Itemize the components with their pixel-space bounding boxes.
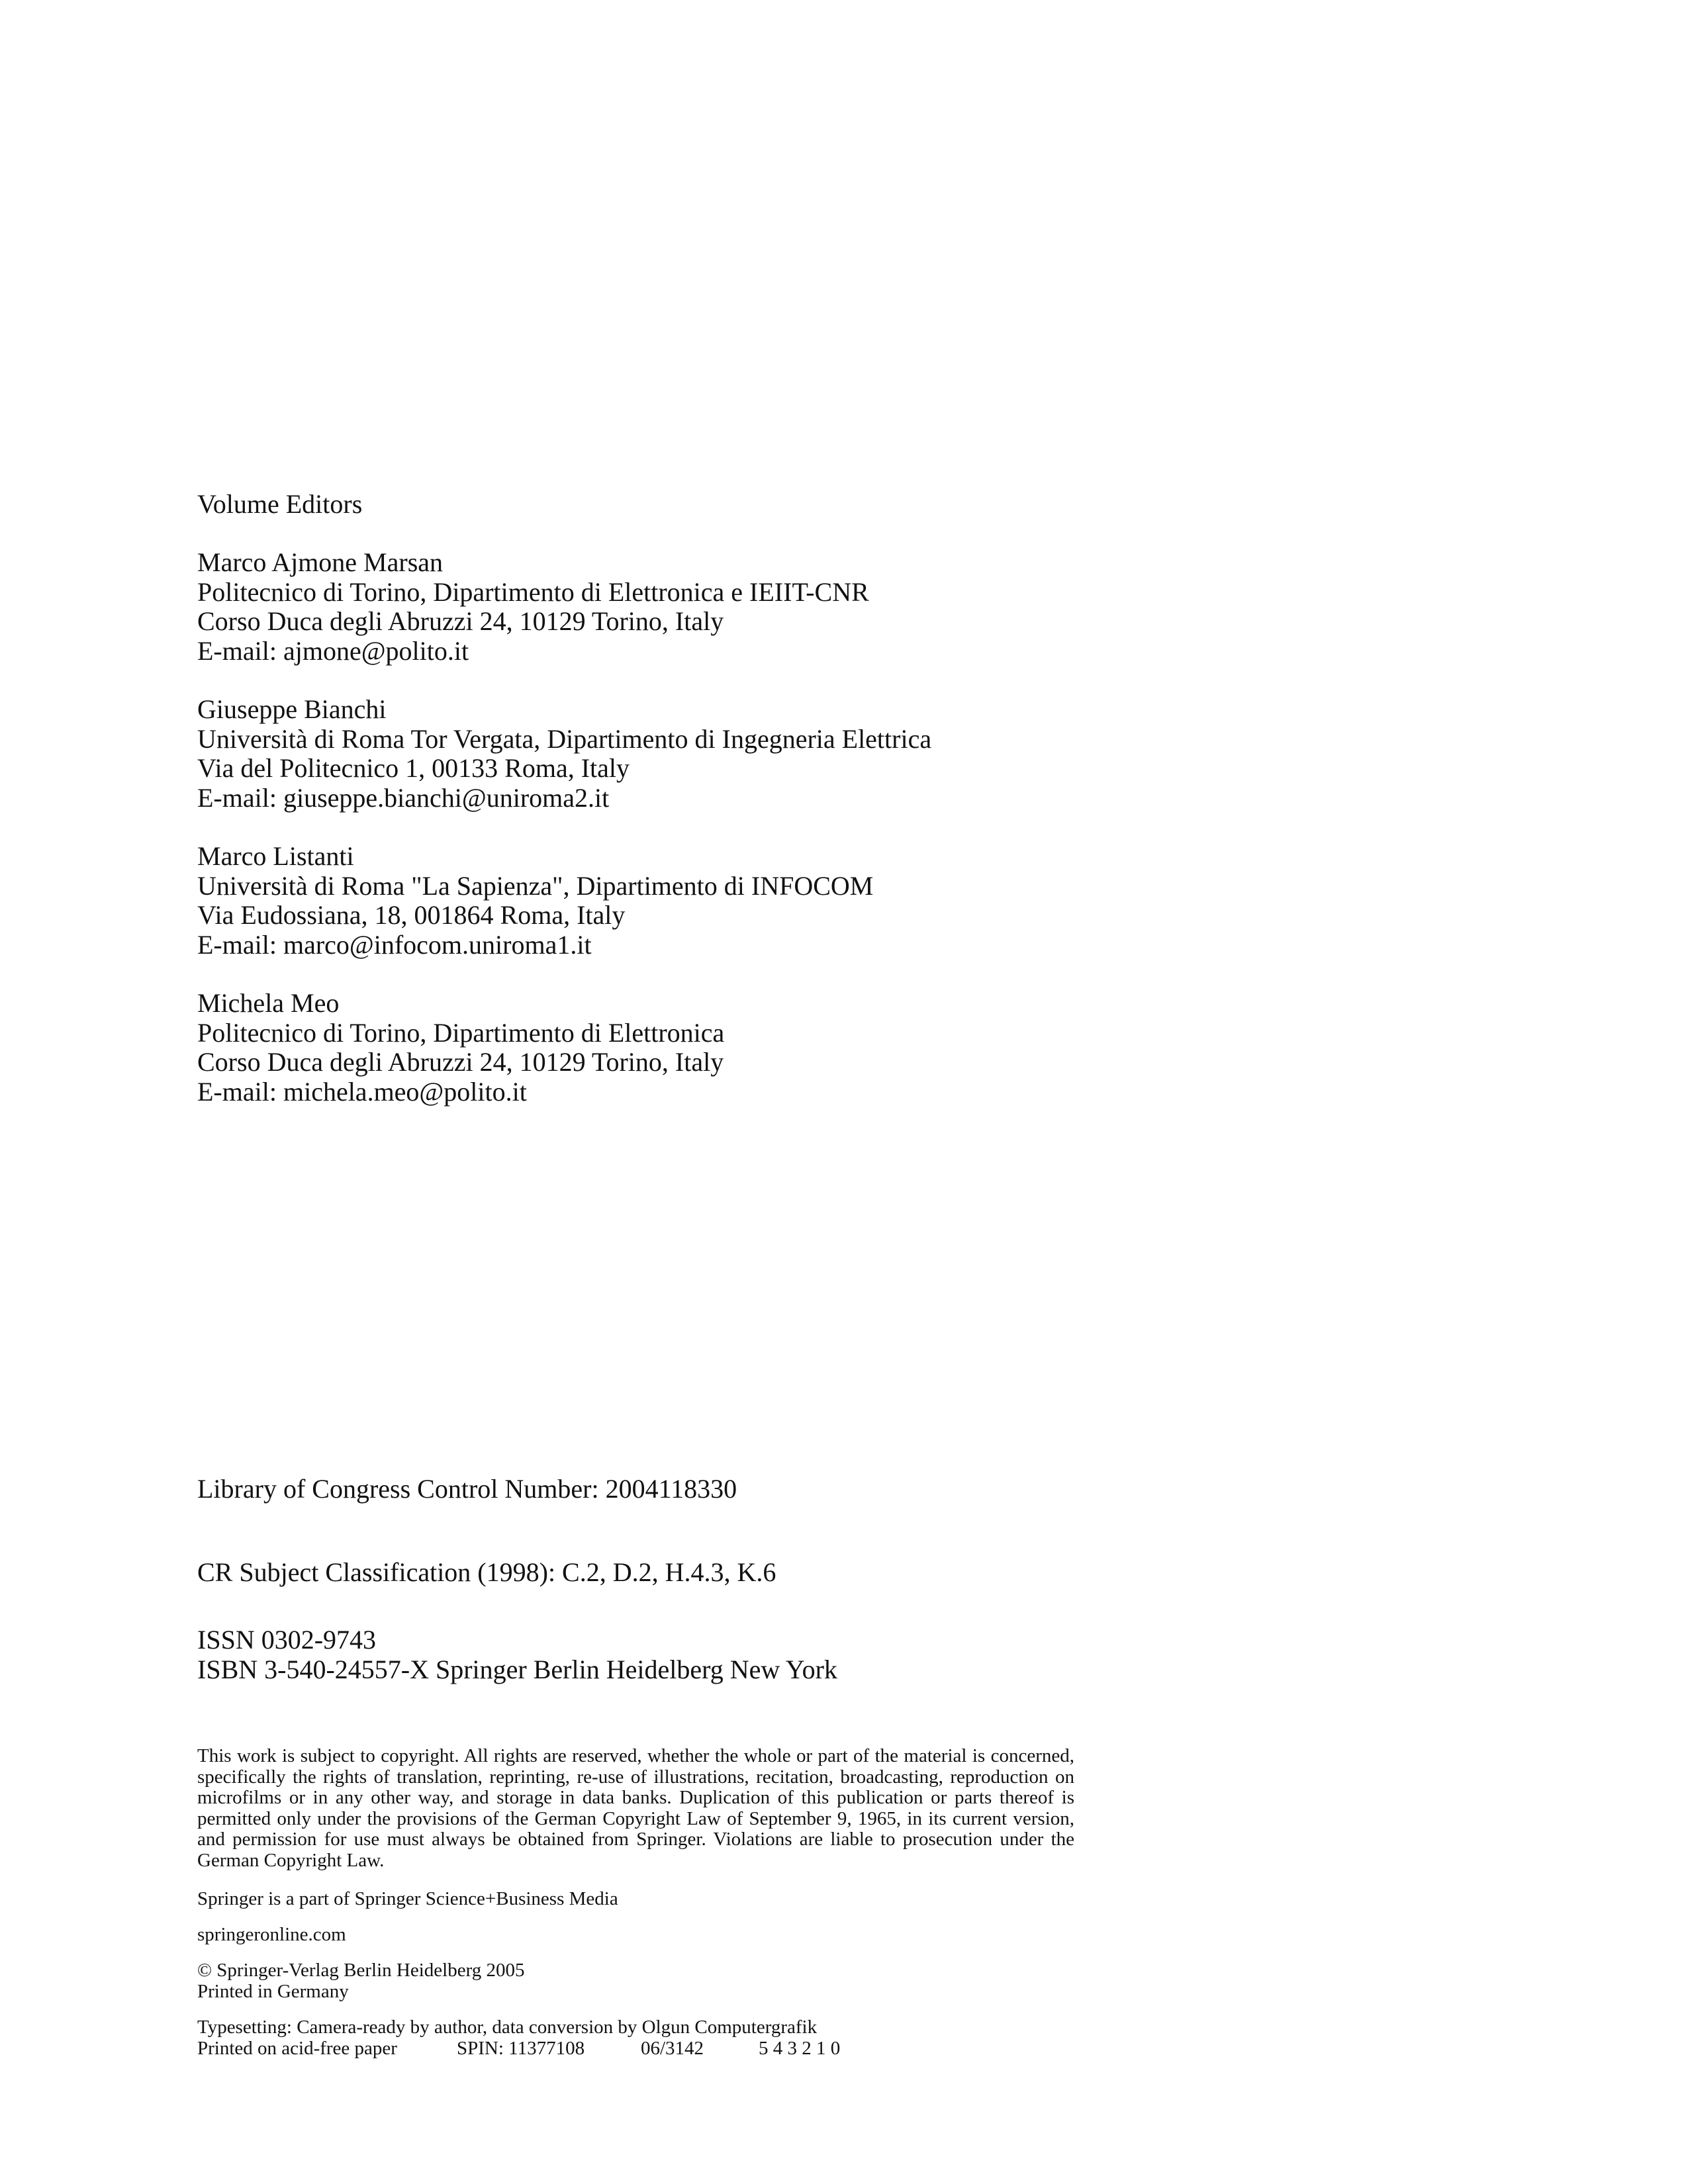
spin-number: SPIN: 11377108	[457, 2037, 585, 2059]
springer-part-line	[197, 1889, 618, 1910]
editor-email: E-mail: giuseppe.bianchi@uniroma2.it	[197, 782, 610, 813]
editor-entry	[197, 695, 931, 813]
editor-address: Via Eudossiana, 18, 001864 Roma, Italy	[197, 900, 626, 930]
springer-part-text: Springer is a part of Springer Science+Business Media	[197, 1888, 618, 1909]
copyright-block	[197, 1960, 524, 2002]
editor-address: Corso Duca degli Abruzzi 24, 10129 Torino, Italy	[197, 606, 724, 636]
issn-isbn-block	[197, 1625, 837, 1684]
editor-entry	[197, 548, 869, 666]
cr-classification-line	[197, 1558, 776, 1588]
editor-entry	[197, 989, 724, 1107]
printed-in-line: Printed in Germany	[197, 1980, 349, 2002]
editor-email: E-mail: michela.meo@polito.it	[197, 1076, 527, 1107]
volume-editors-heading	[197, 490, 362, 520]
editor-name: Michela Meo	[197, 988, 340, 1018]
print-code: 06/3142	[641, 2037, 704, 2059]
issn-text: ISSN 0302-9743	[197, 1625, 377, 1655]
typesetting-line: Typesetting: Camera-ready by author, data conversion by Olgun Computergrafik	[197, 2017, 818, 2038]
print-run-numbers: 5 4 3 2 1 0	[759, 2037, 841, 2059]
editor-name: Giuseppe Bianchi	[197, 694, 387, 724]
editor-affiliation: Politecnico di Torino, Dipartimento di Elettronica	[197, 1017, 725, 1048]
editor-name: Marco Listanti	[197, 841, 354, 871]
editor-affiliation: Politecnico di Torino, Dipartimento di Elettronica e IEIIT-CNR	[197, 576, 869, 607]
copyright-line: © Springer-Verlag Berlin Heidelberg 2005	[197, 1960, 525, 1981]
editor-name: Marco Ajmone Marsan	[197, 547, 444, 577]
editor-email: E-mail: marco@infocom.uniroma1.it	[197, 929, 592, 960]
lccn-line	[197, 1475, 737, 1504]
springer-url-line	[197, 1925, 346, 1946]
volume-editors-title: Volume Editors	[197, 489, 363, 519]
editor-affiliation: Università di Roma "La Sapienza", Dipartimento di INFOCOM	[197, 870, 874, 901]
cr-classification-text: CR Subject Classification (1998): C.2, D.2, H.4.3, K.6	[197, 1557, 776, 1587]
springer-url-text: springeronline.com	[197, 1924, 346, 1945]
copyright-notice: This work is subject to copyright. All rights are reserved, whether the whole or part of the material is concerned, specifically the rights of translation, reprinting, re-use of illustrations, recitation, broadcasting, reproduction on microfilms or in any other way, and storage in data banks. Duplication of this publication or parts thereof is permitted only under the provisions of the German Copyright Law of September 9, 1965, in its current version, and permission for use must always be obtained from Springer. Violations are liable to prosecution under the German Copyright Law.	[197, 1745, 1074, 1871]
editor-entry	[197, 842, 873, 960]
acid-free-paper-text: Printed on acid-free paper	[197, 2037, 397, 2059]
editor-affiliation: Università di Roma Tor Vergata, Dipartimento di Ingegneria Elettrica	[197, 723, 932, 754]
print-details-row	[197, 2038, 840, 2060]
lccn-text: Library of Congress Control Number: 2004118330	[197, 1474, 737, 1504]
isbn-text: ISBN 3-540-24557-X Springer Berlin Heidelberg New York	[197, 1654, 837, 1684]
typesetting-block	[197, 2017, 840, 2059]
editor-address: Corso Duca degli Abruzzi 24, 10129 Torino, Italy	[197, 1047, 724, 1077]
editor-address: Via del Politecnico 1, 00133 Roma, Italy	[197, 753, 630, 783]
editor-email: E-mail: ajmone@polito.it	[197, 635, 469, 666]
